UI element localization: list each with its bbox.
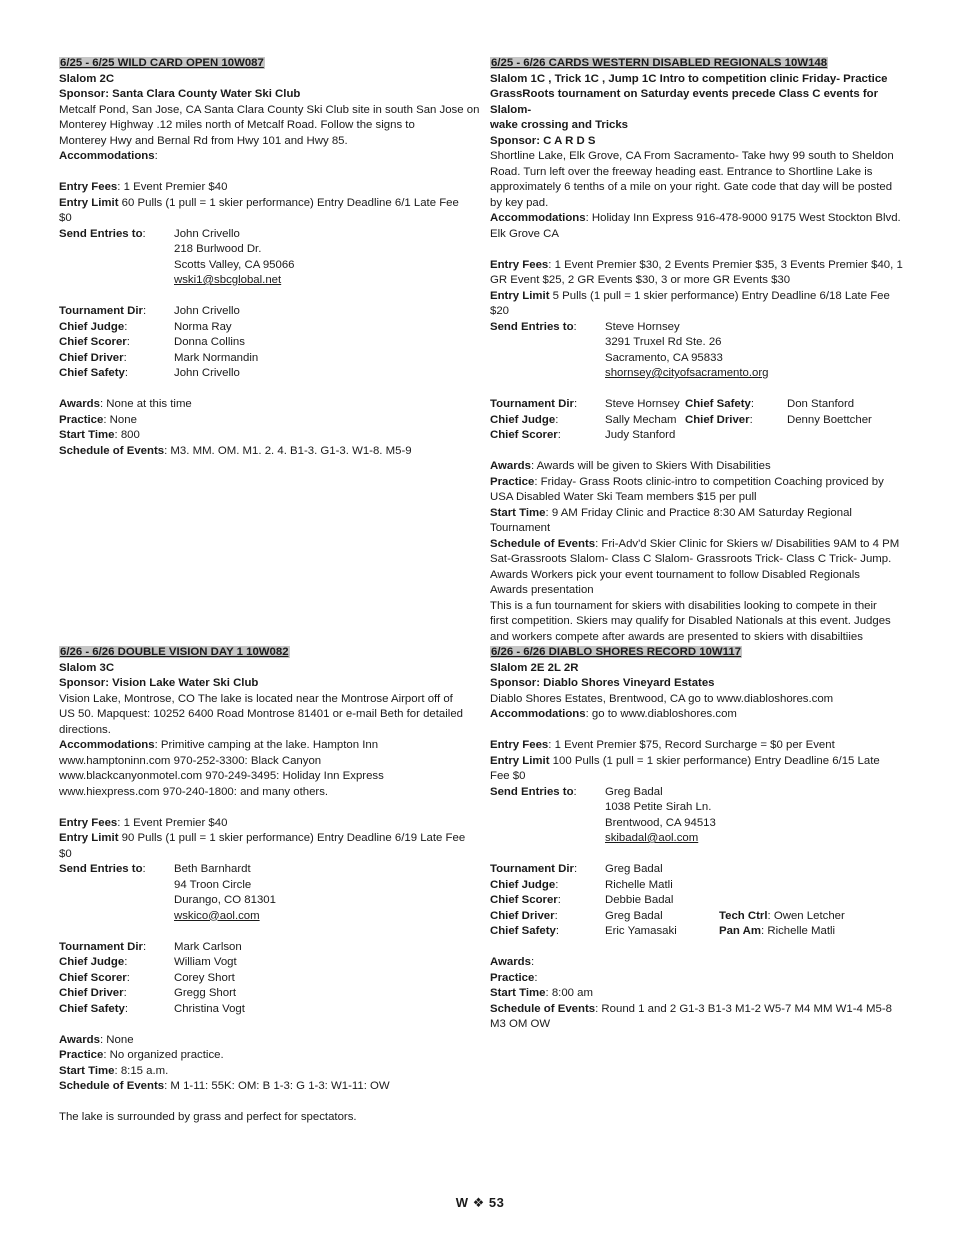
start-time-line: Start Time: 9 AM Friday Clinic and Practice 8:30 AM Saturday Regional [490, 506, 852, 519]
entry-fees-line: Entry Fees: 1 Event Premier $40 [59, 181, 228, 193]
entry-fees-line: Entry Fees: 1 Event Premier $75, Record Surcharge = $0 per Event [490, 739, 835, 751]
sponsor: Santa Clara County Water Ski Club [112, 88, 301, 100]
address-line: 94 Troon Circle [174, 878, 252, 891]
official-row: Chief Driver: Mark Normandin [59, 351, 259, 364]
official-row: Tournament Dir: John Crivello [59, 305, 240, 317]
start-time-line: Start Time: 8:00 am [490, 987, 594, 999]
tournament-title: 6/26 - 6/26 DOUBLE VISION DAY 1 10W082 [60, 646, 289, 658]
official-row: Chief Judge: Norma Ray [59, 320, 232, 333]
entry-limit-line: Entry Limit 60 Pulls (1 pull = 1 skier performance) Entry Deadline 6/1 Late Fee [59, 196, 459, 209]
description-line: Shortline Lake, Elk Grove, CA From Sacramento- Take hwy 99 south to Sheldon [490, 150, 894, 162]
page-number: W ❖ 53 [455, 1195, 505, 1210]
tournament-entry: 6/26 - 6/26 DIABLO SHORES RECORD 10W117 Slalom 2E 2L 2R Sponsor: Diablo Shores Vineyard Estates Diablo Shores Estates, Brentwood, CA go to www.diabloshores.com Accommodations: go to www.diabloshores.com Entry Fees: 1 Event Premier $75, Record Surcharge = $0 per Event Entry Limit 100 Pulls (1 pull = 1 skier performance) Entry Deadline 6/15 Late Fee $0 Send Entries to: Greg Badal 1038 Petite Sirah Ln. Brentwood, CA 94513 skibadal@aol.com Tournament Dir: Greg Badal Chief Judge: Richelle Matli Chief Scorer: Debbie Badal Chief Driver: Greg Badal Tech Ctrl : Owen Letcher Chief Safety: Eric Yamasaki Pan Am : Richelle Matli Awards: Practice: Start Time: 8:00 am Schedule of Events: Round 1 and 2 G1-3 B1-3 M1-2 W5-7 M4 MM W1-4 M5-8 M3 OM OW [490, 645, 914, 1033]
email-link[interactable]: skibadal@aol.com [605, 832, 699, 844]
official-row: Chief Driver: Gregg Short [59, 987, 237, 999]
address-line: Sacramento, CA 95833 [605, 351, 723, 364]
awards-line: Awards: None [59, 1033, 134, 1046]
address-line: 1038 Petite Sirah Ln. [605, 801, 712, 813]
official-row: Chief Judge: William Vogt [59, 956, 237, 968]
awards-line: Awards: [490, 956, 535, 968]
send-entries: Send Entries to: Beth Barnhardt [59, 862, 483, 878]
practice-line: Practice: None [59, 413, 137, 426]
tournament-title: 6/25 - 6/25 WILD CARD OPEN 10W087 [60, 57, 264, 69]
official-row: Chief Scorer: Judy Stanford [490, 429, 676, 441]
official-row: Tournament Dir: Steve Hornsey Chief Safety: Don Stanford [490, 398, 855, 410]
description-line: Diablo Shores Estates, Brentwood, CA go to www.diabloshores.com [490, 692, 834, 705]
address-line: 218 Burlwood Dr. [174, 243, 262, 255]
send-entries: Send Entries to: Greg Badal [490, 785, 914, 801]
sponsor: Diablo Shores Vineyard Estates [543, 677, 715, 689]
sponsor-line: Sponsor: Diablo Shores Vineyard Estates [490, 677, 715, 689]
description-line: Monterey Hwy and Bernal Rd from Hwy 101 and Hwy 85. [59, 134, 348, 147]
awards-line: Awards: Awards will be given to Skiers With Disabilities [490, 460, 771, 472]
email-link[interactable]: shornsey@cityofsacramento.org [605, 367, 769, 379]
start-time-line: Start Time: 8:15 a.m. [59, 1064, 169, 1077]
official-row: Chief Driver: Greg Badal Tech Ctrl : Owen Letcher [490, 909, 845, 922]
description-line: approximately 6 tenths of a mile on your right. Gate code that day will be posted [490, 181, 893, 193]
sponsor-line: Sponsor: Vision Lake Water Ski Club [59, 677, 259, 689]
accommodations-line: Accommodations: Primitive camping at the lake. Hampton Inn [59, 739, 379, 751]
send-entries: Send Entries to: John Crivello [59, 227, 483, 243]
entry-limit-line: Entry Limit 90 Pulls (1 pull = 1 skier performance) Entry Deadline 6/19 Late Fee [59, 832, 466, 844]
email-link[interactable]: wski1@sbcglobal.net [174, 274, 282, 286]
description-line: Road. Turn left over the freeway heading east. Entrance to Shortline Lake is [490, 165, 873, 178]
send-name: Greg Badal [605, 785, 663, 798]
description-line: by key pad. [490, 196, 549, 209]
start-time-line: Start Time: 800 [59, 429, 140, 441]
entry-fees-line: Entry Fees: 1 Event Premier $40 [59, 816, 228, 829]
accommodations-line: Accommodations: Holiday Inn Express 916-478-9000 9175 West Stockton Blvd. [490, 212, 901, 224]
schedule-line: Schedule of Events: M3. MM. OM. M1. 2. 4. B1-3. G1-3. W1-8. M5-9 [59, 444, 412, 457]
tournament-title: 6/25 - 6/26 CARDS WESTERN DISABLED REGIONALS 10W148 [491, 57, 828, 69]
official-row: Chief Judge: Richelle Matli [490, 878, 673, 891]
notes-line: The lake is surrounded by grass and perfect for spectators. [59, 1111, 357, 1123]
events: Slalom 1C , Trick 1C , Jump 1C Intro to competition clinic Friday- Practice [490, 72, 888, 85]
official-row: Chief Judge: Sally Mecham Chief Driver: Denny Boettcher [490, 413, 872, 426]
entry-limit-line: Entry Limit 100 Pulls (1 pull = 1 skier performance) Entry Deadline 6/15 Late [490, 754, 880, 767]
description-line: Metcalf Pond, San Jose, CA Santa Clara County Ski Club site in south San Jose on [59, 103, 480, 116]
send-entries: Send Entries to: Steve Hornsey [490, 320, 914, 336]
description-line: Monterey Highway .12 miles north of Metcalf Road. Follow the signs to [59, 119, 415, 131]
practice-line: Practice: Friday- Grass Roots clinic-intro to competition Coaching proviced by [490, 475, 884, 488]
practice-line: Practice: [490, 971, 538, 984]
send-name: Beth Barnhardt [174, 863, 251, 875]
tournament-entry: 6/25 - 6/25 WILD CARD OPEN 10W087 Slalom 2C Sponsor: Santa Clara County Water Ski Club Metcalf Pond, San Jose, CA Santa Clara County Ski Club site in south San Jose on Monterey Highway .12 miles north of Metcalf Road. Follow the signs to Monterey Hwy and Bernal Rd from Hwy 101 and Hwy 85. Accommodations: Entry Fees: 1 Event Premier $40 Entry Limit 60 Pulls (1 pull = 1 skier performance) Entry Deadline 6/1 Late Fee $0 Send Entries to: John Crivello 218 Burlwood Dr. Scotts Valley, CA 95066 wski1@sbcglobal.net Tournament Dir: John Crivello Chief Judge: Norma Ray Chief Scorer: Donna Collins Chief Driver: Mark Normandin Chief Safety: John Crivello Awards: None at this time Practice: None Start Time: 800 Schedule of Events: M3. MM. OM. M1. 2. 4. B1-3. G1-3. W1-8. M5-9 [59, 56, 483, 459]
schedule-line: Schedule of Events: Round 1 and 2 G1-3 B1-3 M1-2 W5-7 M4 MM W1-4 M5-8 [490, 1002, 892, 1015]
tournament-entry: 6/25 - 6/26 CARDS WESTERN DISABLED REGIONALS 10W148 Slalom 1C , Trick 1C , Jump 1C Intro to competition clinic Friday- Practice GrassRoots tournament on Saturday events precede Class C events for Slalom- wake crossing and Tricks Sponsor: C A R D S Shortline Lake, Elk Grove, CA From Sacramento- Take hwy 99 south to Sheldon Road. Turn left over the freeway heading east. Entrance to Shortline Lake is approximately 6 tenths of a mile on your right. Gate code that day will be posted by key pad. Accommodations: Holiday Inn Express 916-478-9000 9175 West Stockton Blvd. Elk Grove CA Entry Fees: 1 Event Premier $30, 2 Events Premier $35, 3 Events Premier $40, 1 GR Event $25, 2 GR Events $30, 3 or more GR Events $30 Entry Limit 5 Pulls (1 pull = 1 skier performance) Entry Deadline 6/18 Late Fee $20 Send Entries to: Steve Hornsey 3291 Truxel Rd Ste. 26 Sacramento, CA 95833 shornsey@cityofsacramento.org Tournament Dir: Steve Hornsey Chief Safety: Don Stanford Chief Judge: Sally Mecham Chief Driver: Denny Boettcher Chief Scorer: Judy Stanford Awards: Awards will be given to Skiers With Disabilities Practice: Friday- Grass Roots clinic-intro to competition Coaching proviced by USA Disabled Water Ski Team members $15 per pull Start Time: 9 AM Friday Clinic and Practice 8:30 AM Saturday Regional Tournament Schedule of Events: Fri-Adv'd Skier Clinic for Skiers w/ Disabilities 9AM to 4 PM Sat-Grassroots Slalom- Class C Slalom- Grassroots Trick- Class C Trick- Jump. Awards Workers pick your event tournament to follow Disabled Regionals Awards presentation This is a fun tournament for skiers with disabilities looking to compete in their first competition. Skiers may qualify for Disabled Nationals at this event. Judges and workers compete after awards are presented to skiers with disabiltiies [490, 56, 914, 645]
accommodations-line: Accommodations: go to www.diabloshores.com [490, 708, 737, 720]
accommodations-line: Accommodations: [59, 150, 158, 162]
events: Slalom 3C [59, 661, 115, 674]
sponsor-line: Sponsor: Santa Clara County Water Ski Club [59, 88, 301, 100]
events: Slalom 2E 2L 2R [490, 661, 579, 674]
send-name: Steve Hornsey [605, 320, 680, 333]
official-row: Chief Safety: Eric Yamasaki Pan Am : Richelle Matli [490, 925, 836, 937]
description-line: US 50. Mapquest: 10252 6400 Road Montrose 81401 or e-mail Beth for detailed [59, 708, 463, 720]
official-row: Chief Safety: John Crivello [59, 367, 240, 379]
tournament-title: 6/26 - 6/26 DIABLO SHORES RECORD 10W117 [491, 646, 742, 658]
address-line: 3291 Truxel Rd Ste. 26 [605, 336, 722, 348]
official-row: Chief Safety: Christina Vogt [59, 1002, 245, 1015]
schedule-line: Schedule of Events: M 1-11: 55K: OM: B 1-3: G 1-3: W1-11: OW [59, 1080, 390, 1092]
description-line: directions. [59, 723, 111, 736]
entry-fees-line: Entry Fees: 1 Event Premier $30, 2 Events Premier $35, 3 Events Premier $40, 1 [490, 258, 903, 271]
sponsor: Vision Lake Water Ski Club [112, 677, 259, 689]
official-row: Chief Scorer: Corey Short [59, 971, 235, 984]
official-row: Chief Scorer: Donna Collins [59, 336, 245, 348]
awards-line: Awards: None at this time [59, 398, 192, 410]
address-line: Brentwood, CA 94513 [605, 816, 716, 829]
description-line: Vision Lake, Montrose, CO The lake is located near the Montrose Airport off of [59, 692, 453, 705]
official-row: Tournament Dir: Mark Carlson [59, 940, 242, 953]
notes-line: This is a fun tournament for skiers with disabilities looking to compete in their [490, 599, 877, 612]
official-row: Tournament Dir: Greg Badal [490, 863, 663, 875]
official-row: Chief Scorer: Debbie Badal [490, 894, 674, 906]
send-name: John Crivello [174, 227, 240, 240]
entry-limit-line: Entry Limit 5 Pulls (1 pull = 1 skier performance) Entry Deadline 6/18 Late Fee [490, 289, 890, 302]
sponsor: C A R D S [543, 134, 596, 147]
events: Slalom 2C [59, 72, 115, 85]
practice-line: Practice: No organized practice. [59, 1049, 224, 1061]
address-line: Durango, CO 81301 [174, 894, 276, 906]
email-link[interactable]: wskico@aol.com [174, 909, 260, 922]
sponsor-line: Sponsor: C A R D S [490, 134, 596, 147]
tournament-entry: 6/26 - 6/26 DOUBLE VISION DAY 1 10W082 Slalom 3C Sponsor: Vision Lake Water Ski Club Vision Lake, Montrose, CO The lake is located near the Montrose Airport off of US 50. Mapquest: 10252 6400 Road Montrose 81401 or e-mail Beth for detailed directions. Accommodations: Primitive camping at the lake. Hampton Inn www.hamptoninn.com 970-252-3300: Black Canyon www.blackcanyonmotel.com 970-249-3495: Holiday Inn Express www.hiexpress.com 970-240-1800: and many others. Entry Fees: 1 Event Premier $40 Entry Limit 90 Pulls (1 pull = 1 skier performance) Entry Deadline 6/19 Late Fee $0 Send Entries to: Beth Barnhardt 94 Troon Circle Durango, CO 81301 wskico@aol.com Tournament Dir: Mark Carlson Chief Judge: William Vogt Chief Scorer: Corey Short Chief Driver: Gregg Short Chief Safety: Christina Vogt Awards: None Practice: No organized practice. Start Time: 8:15 a.m. Schedule of Events: M 1-11: 55K: OM: B 1-3: G 1-3: W1-11: OW The lake is surrounded by grass and perfect for spectators. [59, 645, 483, 1126]
address-line: Scotts Valley, CA 95066 [174, 258, 295, 271]
schedule-line: Schedule of Events: Fri-Adv'd Skier Clinic for Skiers w/ Disabilities 9AM to 4 PM [490, 537, 900, 550]
